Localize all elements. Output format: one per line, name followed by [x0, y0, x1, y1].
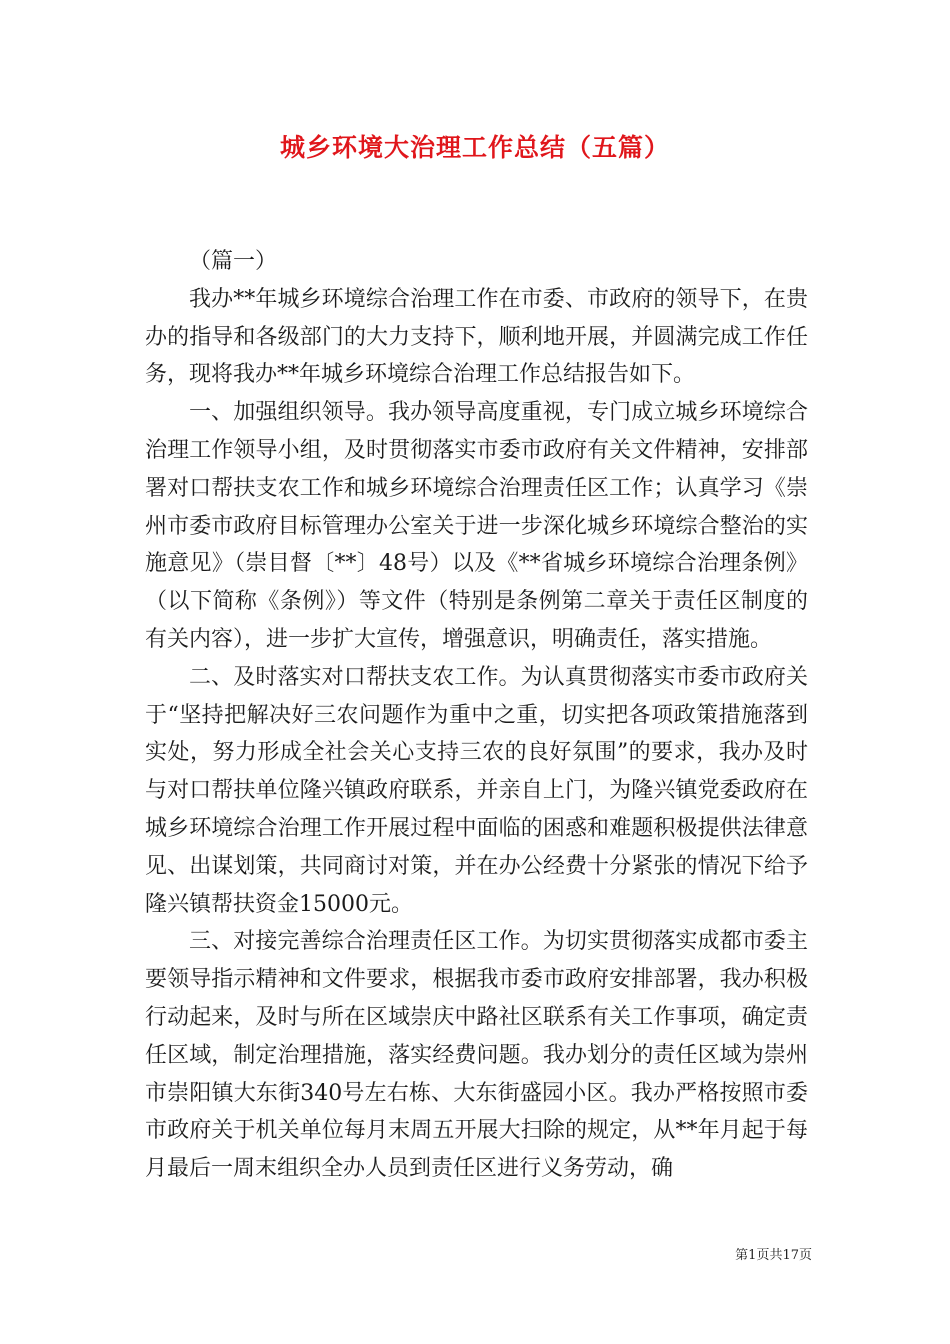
paragraph-section-three: 三、对接完善综合治理责任区工作。为切实贯彻落实成都市委主要领导指示精神和文件要求，根据我市委市政府安排部署，我办积极行动起来，及时与所在区域崇庆中路社区联系有关工作事项，确定责任区域，制定治理措施，落实经费问题。我办划分的责任区域为崇州市崇阳镇大东街340号左右栋、大东街盛园小区。我办严格按照市委市政府关于机关单位每月末周五开展大扫除的规定，从**年月起于每月最后一周末组织全办人员到责任区进行义务劳动，确 [145, 929, 808, 1182]
page-number: 第1页共17页 [735, 1248, 812, 1263]
section-heading: （篇一） [189, 249, 278, 274]
document-title: 城乡环境大治理工作总结（五篇） [279, 133, 670, 162]
paragraph-section-one: 一、加强组织领导。我办领导高度重视，专门成立城乡环境综合治理工作领导小组，及时贯彻落实市委市政府有关文件精神，安排部署对口帮扶支农工作和城乡环境综合治理责任区工作；认真学习《崇州市委市政府目标管理办公室关于进一步深化城乡环境综合整治的实施意见》（崇目督〔**〕48号）以及《**省城乡环境综合治理条例》（以下简称《条例》）等文件（特别是条例第二章关于责任区制度的有关内容），进一步扩大宣传，增强意识，明确责任，落实措施。 [145, 400, 808, 652]
document-body [145, 243, 808, 1188]
paragraph-intro: 我办**年城乡环境综合治理工作在市委、市政府的领导下，在贵办的指导和各级部门的大力支持下，顺利地开展，并圆满完成工作任务，现将我办**年城乡环境综合治理工作总结报告如下。 [145, 286, 808, 388]
paragraph-section-two: 二、及时落实对口帮扶支农工作。为认真贯彻落实市委市政府关于“坚持把解决好三农问题作为重中之重，切实把各项政策措施落到实处，努力形成全社会关心支持三农的良好氛围”的要求，我办及时与对口帮扶单位隆兴镇政府联系，并亲自上门，为隆兴镇党委政府在城乡环境综合治理工作开展过程中面临的困惑和难题积极提供法律意见、出谋划策，共同商讨对策，并在办公经费十分紧张的情况下给予隆兴镇帮扶资金15000元。 [145, 664, 808, 917]
